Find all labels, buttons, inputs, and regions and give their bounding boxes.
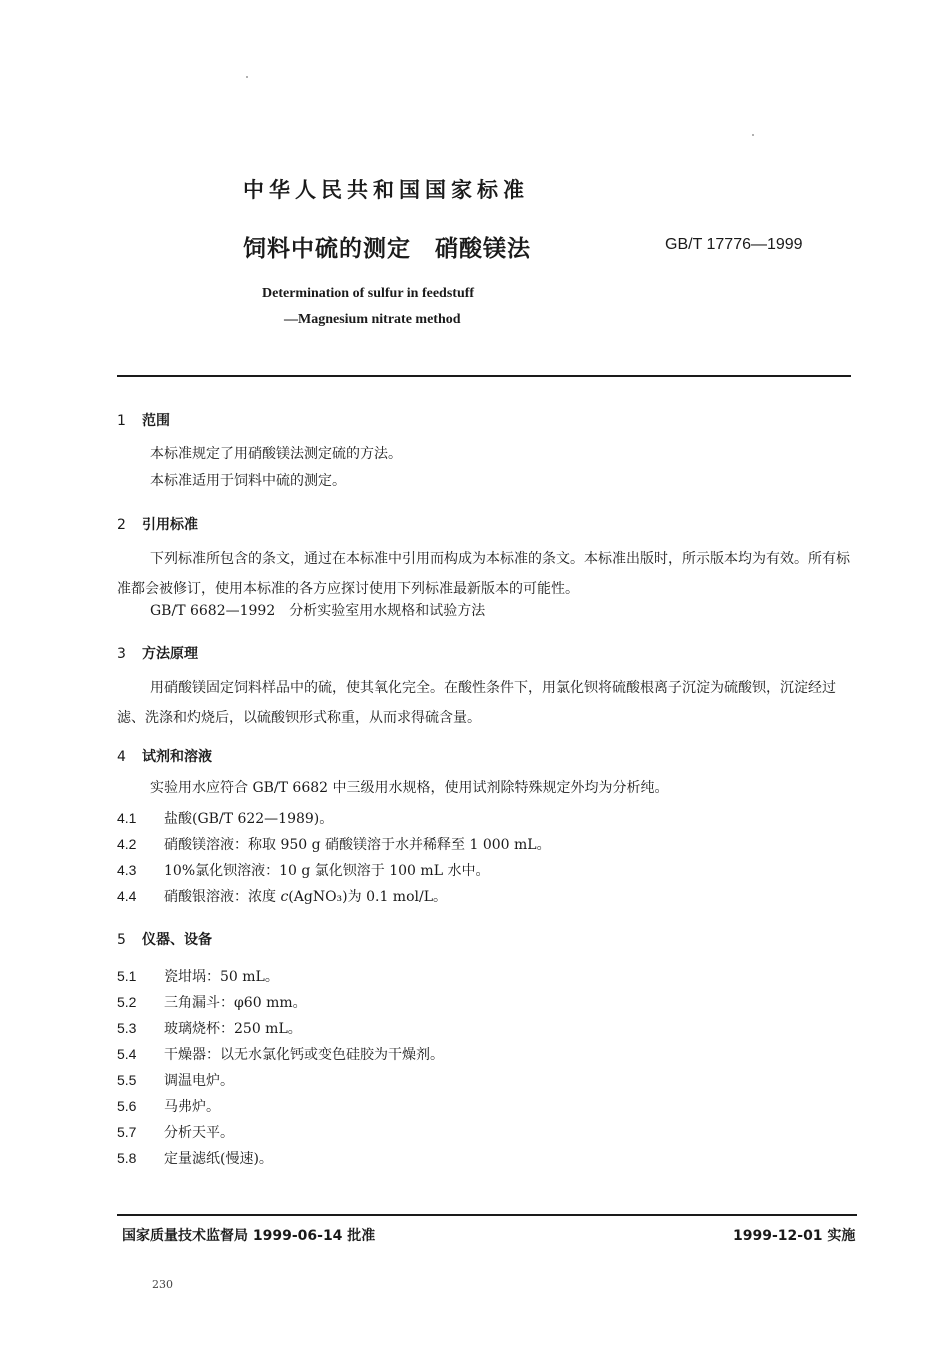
- item-text: 硝酸镁溶液：称取 950 g 硝酸镁溶于水并稀释至 1 000 mL。: [164, 837, 551, 853]
- item-text: 瓷坩埚：50 mL。: [164, 969, 279, 985]
- item-text: 马弗炉。: [164, 1099, 220, 1115]
- section-heading: [117, 643, 198, 663]
- paragraph: 本标准适用于饲料中硫的测定。: [150, 473, 346, 489]
- list-item: [117, 1148, 273, 1168]
- footer-divider: [117, 1214, 857, 1216]
- section-heading: [117, 514, 198, 534]
- paragraph: 本标准规定了用硝酸镁法测定硫的方法。: [150, 446, 402, 462]
- section-number: 1: [117, 413, 126, 429]
- list-item: [117, 860, 489, 880]
- item-number: 4.4: [117, 888, 137, 904]
- item-number: 5.6: [117, 1098, 137, 1114]
- list-item: [117, 886, 447, 906]
- item-text: 硝酸银溶液：浓度: [164, 889, 281, 905]
- national-standard-title: 中华人民共和国国家标准: [243, 178, 529, 202]
- item-number: 5.1: [117, 968, 137, 984]
- section-number: 5: [117, 932, 126, 948]
- list-item: [117, 834, 551, 854]
- english-title-line1: Determination of sulfur in feedstuff: [262, 286, 475, 301]
- list-item: [117, 1096, 220, 1116]
- section-title: 引用标准: [142, 517, 198, 533]
- item-number: 5.2: [117, 994, 137, 1010]
- list-item: [117, 992, 307, 1012]
- item-text: (AgNO₃)为 0.1 mol/L。: [288, 889, 447, 905]
- item-text: 定量滤纸(慢速)。: [164, 1151, 273, 1167]
- list-item: [117, 1018, 302, 1038]
- paragraph: 用硝酸镁固定饲料样品中的硫，使其氧化完全。在酸性条件下，用氯化钡将硫酸根离子沉淀为硫酸钡，沉淀经过滤、洗涤和灼烧后，以硫酸钡形式称重，从而求得硫含量。: [117, 680, 836, 726]
- implementation-date: 1999-12-01 实施: [733, 1228, 856, 1244]
- standard-title: 饲料中硫的测定 硝酸镁法: [243, 236, 531, 262]
- section-number: 4: [117, 749, 126, 765]
- approval-date: 国家质量技术监督局 1999-06-14 批准: [122, 1228, 376, 1244]
- normative-reference: GB/T 6682—1992 分析实验室用水规格和试验方法: [150, 603, 486, 619]
- item-number: 5.7: [117, 1124, 137, 1140]
- item-text: 玻璃烧杯：250 mL。: [164, 1021, 302, 1037]
- item-number: 5.4: [117, 1046, 137, 1062]
- page-number: 230: [152, 1278, 173, 1291]
- scan-speck: [246, 76, 248, 78]
- section-heading: [117, 929, 212, 949]
- section-number: 3: [117, 646, 126, 662]
- section-heading: [117, 746, 212, 766]
- paragraph: 实验用水应符合 GB/T 6682 中三级用水规格，使用试剂除特殊规定外均为分析纯。: [150, 780, 669, 796]
- item-number: 5.3: [117, 1020, 137, 1036]
- section-heading: [117, 410, 170, 430]
- item-number: 4.2: [117, 836, 137, 852]
- item-text: 三角漏斗：φ60 mm。: [164, 995, 307, 1011]
- list-item: [117, 1044, 444, 1064]
- header-divider: [117, 375, 851, 377]
- scan-speck: [752, 134, 754, 136]
- item-text: 盐酸(GB/T 622—1989)。: [164, 811, 334, 827]
- item-text: 调温电炉。: [164, 1073, 234, 1089]
- item-number: 4.3: [117, 862, 137, 878]
- list-item: [117, 808, 333, 828]
- item-number: 5.8: [117, 1150, 137, 1166]
- item-text: 分析天平。: [164, 1125, 234, 1141]
- item-number: 5.5: [117, 1072, 137, 1088]
- section-title: 方法原理: [142, 646, 198, 662]
- section-number: 2: [117, 517, 126, 533]
- item-text: 干燥器：以无水氯化钙或变色硅胶为干燥剂。: [164, 1047, 444, 1063]
- list-item: [117, 1122, 234, 1142]
- concentration-symbol: c: [280, 889, 289, 905]
- item-text: 10%氯化钡溶液：10 g 氯化钡溶于 100 mL 水中。: [164, 863, 490, 879]
- section-title: 试剂和溶液: [142, 749, 212, 765]
- paragraph: 下列标准所包含的条文，通过在本标准中引用而构成为本标准的条文。本标准出版时，所示版本均为有效。所有标准都会被修订，使用本标准的各方应探讨使用下列标准最新版本的可能性。: [117, 551, 850, 597]
- section-title: 范围: [142, 413, 170, 429]
- list-item: [117, 1070, 234, 1090]
- list-item: [117, 966, 279, 986]
- standard-code: GB/T 17776—1999: [665, 236, 803, 253]
- section-title: 仪器、设备: [142, 932, 212, 948]
- english-title-line2: —Magnesium nitrate method: [284, 312, 461, 327]
- item-number: 4.1: [117, 810, 137, 826]
